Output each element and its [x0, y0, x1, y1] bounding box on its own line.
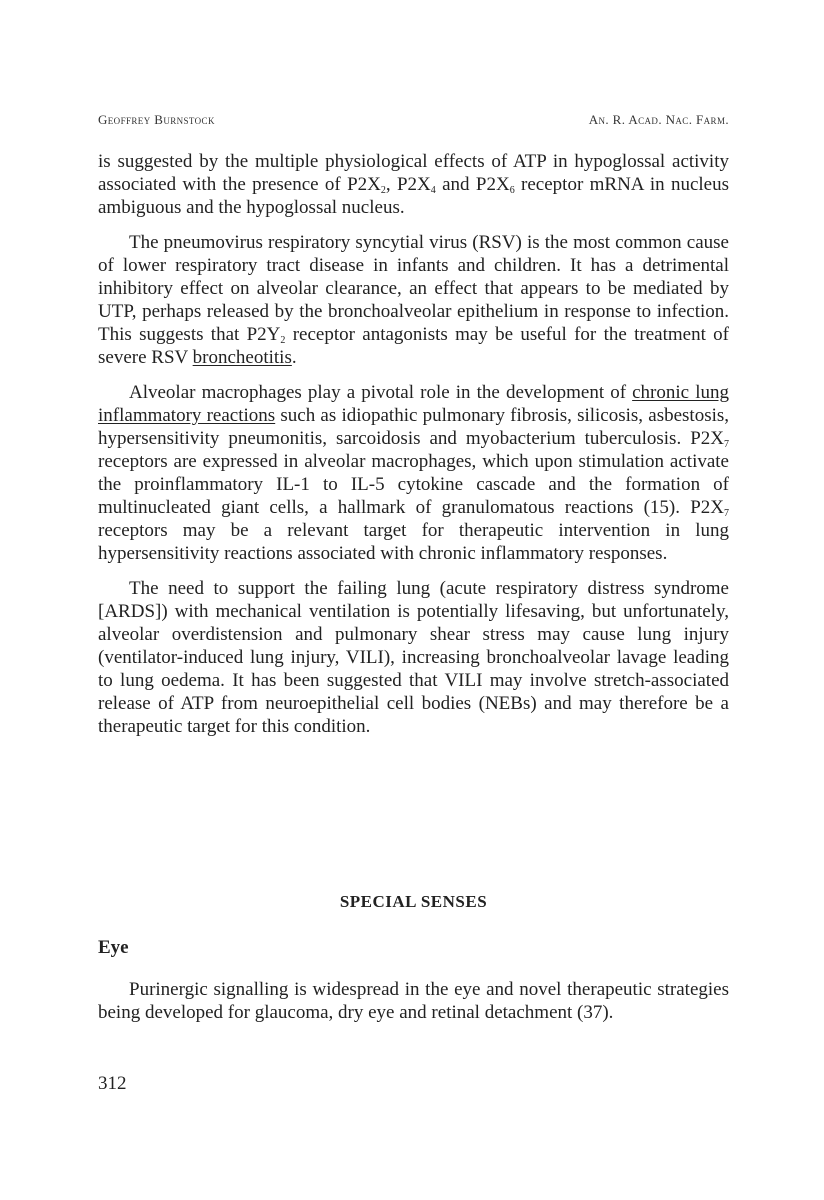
subscript: 2	[280, 335, 286, 346]
subscript: 7	[724, 508, 729, 519]
text-run: receptors may be a relevant target for therapeutic intervention in lung hypersensitivity reactions associated with chronic inflammatory responses.	[98, 520, 729, 564]
paragraph-1	[98, 150, 729, 219]
text-run: The pneumovirus respiratory syncytial virus (RSV) is the most common cause of lower respiratory tract disease in infants and children. It has a detrimental inhibitory effect on alveolar clearance, an effect that appears to be mediated by UTP, perhaps released by the bronchoalveolar epithelium in response to infection. This suggests that P2Y	[98, 232, 729, 345]
text-run: receptors are expressed in alveolar macrophages, which upon stimulation activate the proinflammatory IL-1 to IL-5 cytokine cascade and the formation of multinucleated giant cells, a hallmark of granulomatous reactions (15). P2X	[98, 451, 729, 518]
subscript: 7	[724, 439, 729, 450]
subscript: 6	[509, 185, 515, 196]
page-number: 312	[98, 1073, 127, 1094]
underlined-term: broncheotitis	[192, 347, 292, 368]
running-header	[98, 112, 729, 128]
subscript: 2	[380, 185, 386, 196]
subsection-heading: Eye	[98, 937, 129, 958]
subscript: 4	[430, 185, 436, 196]
section-heading: SPECIAL SENSES	[339, 892, 488, 911]
header-journal: An. R. Acad. Nac. Farm.	[588, 112, 729, 127]
paragraph-5: Purinergic signalling is widespread in the eye and novel therapeutic strategies being developed for glaucoma, dry eye and retinal detachment (37).	[98, 979, 729, 1023]
header-author: Geoffrey Burnstock	[98, 112, 215, 127]
underlined-term: chronic lung inflammatory reactions	[98, 382, 729, 426]
text-run: .	[291, 347, 297, 368]
text-run: receptor mRNA in nucleus ambiguous and the hypoglossal nucleus.	[98, 174, 729, 218]
text-run: and P2X	[435, 174, 510, 195]
paragraph-4: The need to support the failing lung (acute respiratory distress syndrome [ARDS]) with mechanical ventilation is potentially lifesaving, but unfortunately, alveolar overdistension and pulmonary shear stress may cause lung injury (ventilator-induced lung injury, VILI), increasing bronchoalveolar lavage leading to lung oedema. It has been suggested that VILI may involve stretch-associated release of ATP from neuroepithelial cell bodies (NEBs) and may therefore be a therapeutic target for this condition.	[98, 578, 729, 737]
text-run: Alveolar macrophages play a pivotal role in the development of	[129, 382, 633, 403]
paragraph-2	[98, 231, 729, 369]
text-run: is suggested by the multiple physiological effects of ATP in hypoglossal activity associated with the presence of P2X	[98, 151, 729, 195]
body-text	[98, 150, 729, 750]
text-run: receptor antagonists may be useful for the treatment of severe RSV	[98, 324, 729, 368]
body-text-eye	[98, 978, 729, 1024]
text-run: such as idiopathic pulmonary fibrosis, silicosis, asbestosis, hypersensitivity pneumonitis, sarcoidosis and myobacterium tuberculosis. P2X	[98, 405, 730, 449]
text-run: , P2X	[385, 174, 431, 195]
paragraph-3	[98, 381, 729, 565]
